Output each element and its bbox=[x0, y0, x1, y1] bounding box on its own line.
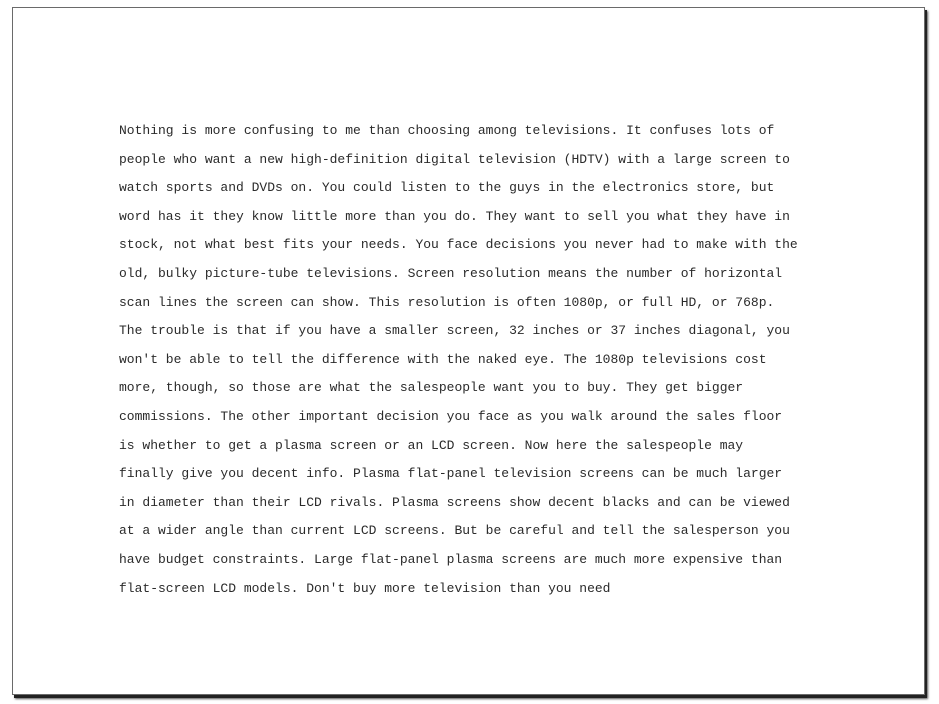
text-line: Nothing is more confusing to me than choosing among televisions. It confuses lots of bbox=[119, 123, 775, 138]
text-line: commissions. The other important decision you face as you walk around the sales floor bbox=[119, 408, 783, 424]
text-line: The trouble is that if you have a smaller screen, 32 inches or 37 inches diagonal, you bbox=[119, 323, 790, 339]
text-line: scan lines the screen can show. This resolution is often 1080p, or full HD, or 768p. bbox=[119, 294, 775, 310]
text-line: word has it they know little more than you do. They want to sell you what they have in bbox=[119, 208, 790, 224]
text-line: is whether to get a plasma screen or an LCD screen. Now here the salespeople may bbox=[119, 437, 744, 453]
text-line: watch sports and DVDs on. You could listen to the guys in the electronics store, but bbox=[119, 180, 775, 196]
text-line: finally give you decent info. Plasma flat-panel television screens can be much larger bbox=[119, 466, 783, 482]
text-line: won't be able to tell the difference with the naked eye. The 1080p televisions cost bbox=[119, 351, 767, 367]
text-line: have budget constraints. Large flat-panel plasma screens are much more expensive than bbox=[119, 551, 783, 567]
text-line: old, bulky picture-tube televisions. Screen resolution means the number of horizontal bbox=[119, 265, 783, 281]
text-line: stock, not what best fits your needs. You face decisions you never had to make with the bbox=[119, 237, 798, 253]
text-line: in diameter than their LCD rivals. Plasma screens show decent blacks and can be viewed bbox=[119, 494, 790, 510]
text-line: at a wider angle than current LCD screens. But be careful and tell the salesperson you bbox=[119, 523, 790, 539]
text-line: flat-screen LCD models. Don't buy more television than you need bbox=[119, 580, 611, 596]
text-line: people who want a new high-definition digital television (HDTV) with a large screen to bbox=[119, 151, 790, 167]
document-page bbox=[12, 7, 925, 695]
text-line: more, though, so those are what the salespeople want you to buy. They get bigger bbox=[119, 380, 744, 396]
essay-paragraph bbox=[119, 117, 839, 603]
